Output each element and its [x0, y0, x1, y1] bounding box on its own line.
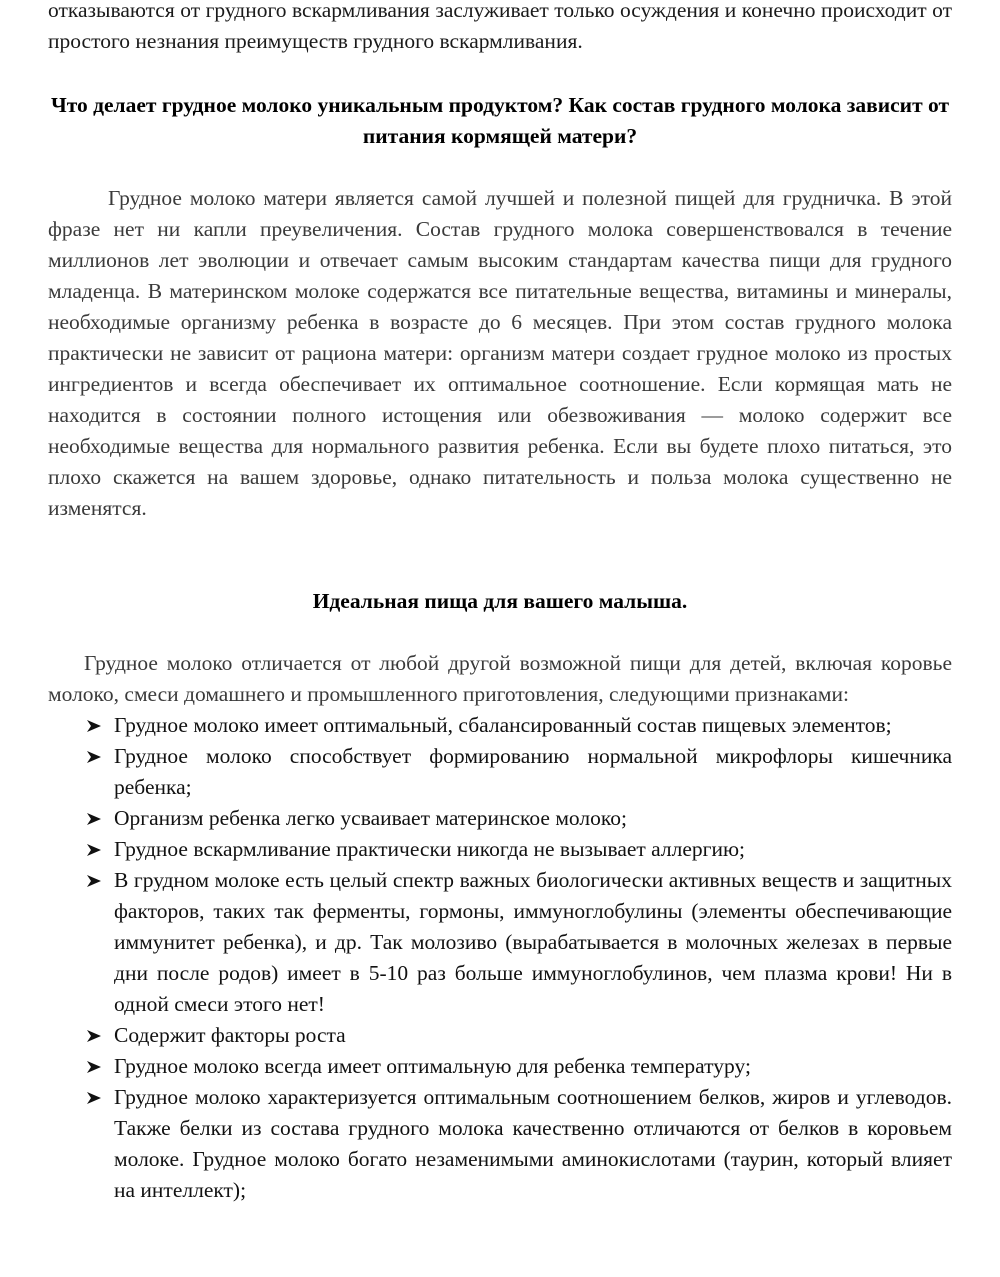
section-2: [48, 586, 952, 617]
section-2-paragraph: Грудное молоко отличается от любой другой возможной пищи для детей, включая коровье молоко, смеси домашнего и промышленного приготовления, следующими признаками:: [48, 651, 952, 706]
arrowhead-bullet-icon: [86, 741, 104, 772]
list-item-text: Грудное молоко имеет оптимальный, сбалансированный состав пищевых элементов;: [114, 713, 892, 737]
list-item-text: Грудное молоко характеризуется оптимальным соотношением белков, жиров и углеводов. Также белки из состава грудного молока качественно отличаются от белков в коровьем молоке. Грудное молоко богато незаменимыми аминокислотами (таурин, который влияет на интеллект);: [114, 1085, 952, 1202]
intro-paragraph: отказываются от грудного вскармливания заслуживает только осуждения и конечно происходит от простого незнания преимуществ грудного вскармливания.: [48, 0, 952, 53]
list-item: [48, 1020, 952, 1051]
list-item: [48, 1051, 952, 1082]
list-item: [48, 741, 952, 803]
arrowhead-bullet-icon: [86, 1051, 104, 1082]
section-1-paragraph: Грудное молоко матери является самой лучшей и полезной пищей для грудничка. В этой фразе нет ни капли преувеличения. Состав грудного молока совершенствовался в течение миллионов лет эволюции и отвечает самым высоким стандартам качества пищи для грудного младенца. В материнском молоке содержатся все питательные вещества, витамины и минералы, необходимые организму ребенка в возрасте до 6 месяцев. При этом состав грудного молока практически не зависит от рациона матери: организм матери создает грудное молоко из простых ингредиентов и всегда обеспечивает их оптимальное соотношение. Если кормящая мать не находится в состоянии полного истощения или обезвоживания — молоко содержит все необходимые вещества для нормального развития ребенка. Если вы будете плохо питаться, это плохо скажется на вашем здоровье, однако питательность и польза молока существенно не изменятся.: [48, 186, 952, 520]
section-1-heading: Что делает грудное молоко уникальным продуктом? Как состав грудного молока зависит от питания кормящей матери?: [50, 93, 950, 148]
list-item: [48, 834, 952, 865]
list-item-text: Грудное молоко всегда имеет оптимальную для ребенка температуру;: [114, 1054, 751, 1078]
list-item-text: В грудном молоке есть целый спектр важных биологически активных веществ и защитных факторов, таких так ферменты, гормоны, иммуноглобулины (элементы обеспечивающие иммунитет ребенка), и др. Так молозиво (вырабатывается в молочных железах в первые дни после родов) имеет в 5-10 раз больше иммуноглобулинов, чем плазма крови! Ни в одной смеси этого нет!: [114, 868, 952, 1016]
list-item-text: Грудное вскармливание практически никогда не вызывает аллергию;: [114, 837, 746, 861]
list-item: [48, 803, 952, 834]
arrowhead-bullet-icon: [86, 1020, 104, 1051]
arrowhead-bullet-icon: [86, 710, 104, 741]
list-item-text: Грудное молоко способствует формированию нормальной микрофлоры кишечника ребенка;: [114, 744, 952, 799]
arrowhead-bullet-icon: [86, 834, 104, 865]
arrowhead-bullet-icon: [86, 865, 104, 896]
arrowhead-bullet-icon: [86, 803, 104, 834]
section-2-heading: Идеальная пища для вашего малыша.: [312, 589, 688, 613]
arrowhead-bullet-icon: [86, 1082, 104, 1113]
list-item: [48, 865, 952, 1020]
list-item: [48, 710, 952, 741]
list-item-text: Содержит факторы роста: [114, 1023, 346, 1047]
section-1: [48, 90, 952, 152]
list-item-text: Организм ребенка легко усваивает материнское молоко;: [114, 806, 627, 830]
benefits-list: [48, 710, 952, 1206]
list-item: [48, 1082, 952, 1206]
